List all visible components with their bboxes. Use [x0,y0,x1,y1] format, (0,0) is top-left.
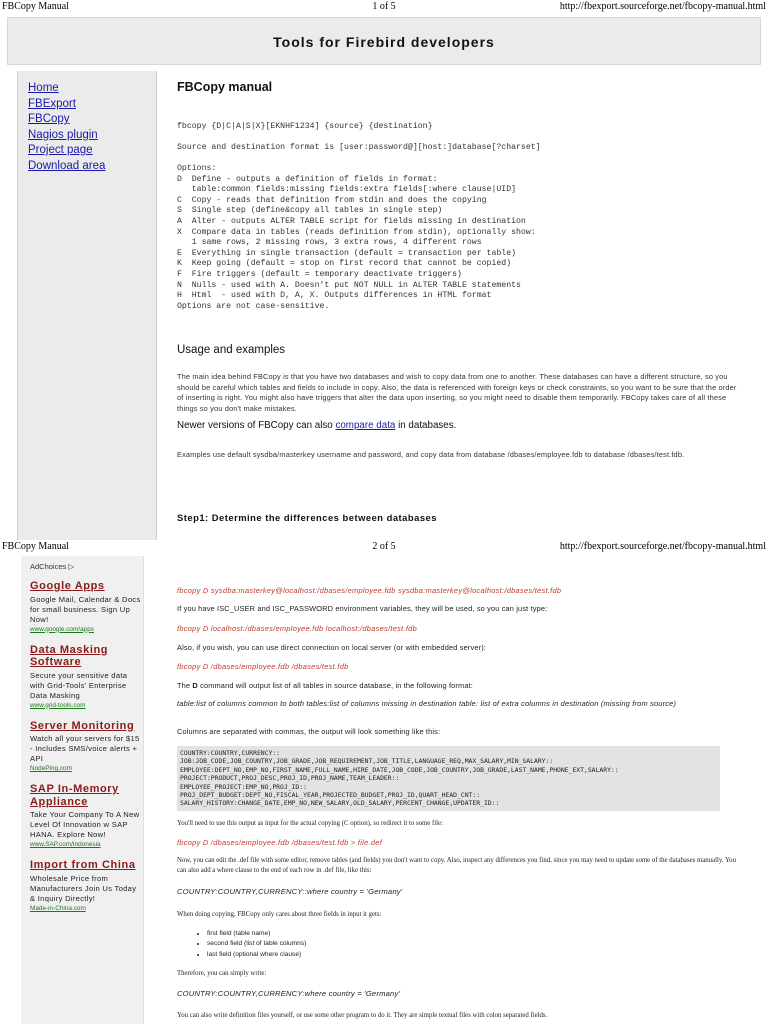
newer-suffix: in databases. [395,420,457,431]
examples-paragraph: Examples use default sysdba/masterkey username and password, and copy data from database /dbases/employee.fdb to database /dbases/test.fdb. [177,450,685,459]
redirect-paragraph: You'll need to use this output as input for the actual copying (C option), so redirect it to some file: [177,820,443,827]
command-example: fbcopy D /dbases/employee.fdb /dbases/test.fdb [177,662,349,671]
syntax-line: fbcopy {D|C|A|S|X}[EKNHF1234] {source} {destination} [177,122,433,131]
d-command-suffix: command will output list of all tables in source database, in the following format: [197,681,473,690]
list-item: • first field (table name) [207,929,306,939]
ad-url[interactable]: NodePing.com [30,765,72,772]
list-item: • last field (optional where clause) [207,950,306,960]
usage-paragraph: The main idea behind FBCopy is that you have two databases and wish to copy data from one to another. These databases can have a different structure, so you should be careful which tables and fields to include in copy. Also, the data is referenced with foreign keys or check constraints, so you want to be sure that the order of inserting is right. You might also have triggers that alter the data upon inserting, so you might need to disable them temporarily. FBCopy takes care of all these things so you don't make mistakes. [177,372,737,413]
print-header-page-number: 1 of 5 [372,1,396,12]
ad-text: Google Mail, Calendar & Docs for small business. Sign Up Now! [30,594,141,624]
ad-url[interactable]: Made-in-China.com [30,904,86,912]
definition-files-paragraph: You can also write definition files yourself, or use some other program to do it. They are simple textual files with colon separated fields. [177,1012,548,1019]
print-header-url: http://fbexport.sourceforge.net/fbcopy-manual.html [559,1,766,12]
ad-sidebar [21,556,144,1024]
sidebar-nav [17,71,157,540]
print-header [0,540,768,554]
ad-title-sap-in-memory[interactable]: SAP In-Memory Appliance [30,783,119,808]
options-block: Options: D Define - outputs a definition of fields in format: table:common fields:missing fields:extra fields[:where clause|UID] C Copy - reads that definition from stdin and does the copying S Single step (define&copy all tables in single step) A Alter - outputs ALTER TABLE script for fields missing in destination X Compare data in tables (reads definition from stdin), optionally show: 1 same rows, 2 missing rows, 3 extra rows, 4 different rows E Everything in single transaction (default = transaction per table) K Keep going (default = stop on first record that cannot be copied) F Fire triggers (default = temporary deactivate triggers) N Nulls - used with A. Doesn't put NOT NULL in ALTER TABLE statements H Html - used with D, A, X. Outputs differences in HTML format Options are not case-sensitive. [177,164,536,311]
nav-link-fbcopy[interactable]: FBCopy [28,113,70,125]
fields-paragraph: When doing copying, FBCopy only cares about three fields in input it gets: [177,911,382,918]
ad-url[interactable]: www.grid-tools.com [30,701,86,709]
d-command-letter: D [192,681,198,690]
step1-heading: Step1: Determine the differences between databases [177,512,437,523]
simple-example: COUNTRY:COUNTRY,CURRENCY:where country = 'Germany' [177,989,401,998]
newer-prefix: Newer versions of FBCopy can also [177,420,336,431]
ad-title-server-monitoring[interactable]: Server Monitoring [30,719,135,732]
ad-text: Watch all your servers for $15 - Includes SMS/voice alerts + API [30,734,140,763]
nav-link-project-page[interactable]: Project page [28,144,93,156]
ad-url[interactable]: www.google.com/apps [30,625,94,633]
print-page-2 [0,540,768,1024]
ad-text: Take Your Company To A New Level Of Innovation w SAP HANA. Explore Now! [30,810,140,839]
command-example: fbcopy D localhost:/dbases/employee.fdb localhost:/dbases/test.fdb [177,624,418,633]
ad-text: Wholesale Price from Manufacturers Join Us Today & Inquiry Directly! [30,873,137,903]
env-vars-paragraph: If you have ISC_USER and ISC_PASSWORD environment variables, they will be used, so you can just type: [177,604,548,613]
list-item: • second field (list of table columns) [207,939,306,949]
therefore-paragraph: Therefore, you can simply write: [177,970,267,977]
edit-def-paragraph: Now, you can edit the .def file with some editor, remove tables (and fields) you don't want to copy. Also, inspect any differences you find, since you may need to update some of the databases manually. You can also add a where clause to the end of each row in .def file, like this: [177,857,736,874]
nav-link-fbexport[interactable]: FBExport [28,97,76,110]
columns-paragraph: Columns are separated with commas, the output will look something like this: [177,727,441,736]
ad-choices-label[interactable]: AdChoices ▷ [30,562,75,571]
fields-list [195,929,306,960]
format-line: Source and destination format is [user:password@][host:]database[?charset] [177,143,541,152]
direct-connection-paragraph: Also, if you wish, you can use direct connection on local server (or with embedded server): [177,643,487,652]
print-header [0,0,768,14]
command-example: fbcopy D /dbases/employee.fdb /dbases/test.fdb > file.def [177,838,383,847]
nav-link-download-area[interactable]: Download area [28,159,106,172]
page-title: FBCopy manual [177,80,273,94]
nav-link-nagios-plugin[interactable]: Nagios plugin [28,128,98,141]
print-header-title: FBCopy Manual [2,1,69,12]
output-example-box: COUNTRY:COUNTRY,CURRENCY:: JOB:JOB_CODE,JOB_COUNTRY,JOB_GRADE,JOB_REQUIREMENT,JOB_TITLE,LANGUAGE_REQ,MAX_SALARY,MIN_SALARY:: EMPLOYEE:DEPT_NO,EMP_NO,FIRST_NAME,FULL_NAME,HIRE_DATE,JOB_CODE,JOB_COUNTRY,JOB_GRADE,LAST_NAME,PHONE_EXT,SALARY:: PROJECT:PRODUCT,PROJ_DESC,PROJ_ID,PROJ_NAME,TEAM_LEADER:: EMPLOYEE_PROJECT:EMP_NO,PROJ_ID:: PROJ_DEPT_BUDGET:DEPT_NO,FISCAL_YEAR,PROJECTED_BUDGET,PROJ_ID,QUART_HEAD_CNT:: SALARY_HISTORY:CHANGE_DATE,EMP_NO,NEW_SALARY,OLD_SALARY,PERCENT_CHANGE,UPDATER_ID:: [177,746,720,811]
nav-link-home[interactable]: Home [28,82,59,94]
print-header-url: http://fbexport.sourceforge.net/fbcopy-manual.html [559,541,766,552]
format-description: table:list of columns common to both tables:list of columns missing in destination table: list of extra columns in destination (missing from source) [177,699,677,708]
print-header-title: FBCopy Manual [2,541,69,552]
ad-title-import-china[interactable]: Import from China [30,859,136,871]
where-clause-example: COUNTRY:COUNTRY,CURRENCY::where country = 'Germany' [177,887,403,896]
command-example: fbcopy D sysdba:masterkey@localhost:/dbases/employee.fdb sysdba:masterkey@localhost:/dbases/test.fdb [177,586,562,595]
ad-text: Secure your sensitive data with Grid-Tools' Enterprise Data Masking [30,670,128,700]
ad-url[interactable]: www.SAP.com/Indonesia [30,841,101,848]
ad-title-google-apps[interactable]: Google Apps [30,580,105,592]
compare-data-link[interactable]: compare data [335,420,396,431]
d-command-prefix: The [177,681,193,690]
newer-versions-paragraph [177,420,456,431]
d-command-paragraph [177,681,737,691]
site-banner: Tools for Firebird developers [7,17,761,65]
usage-heading: Usage and examples [177,344,286,356]
print-header-page-number: 2 of 5 [372,541,396,552]
ad-title-data-masking[interactable]: Data Masking Software [30,643,109,668]
